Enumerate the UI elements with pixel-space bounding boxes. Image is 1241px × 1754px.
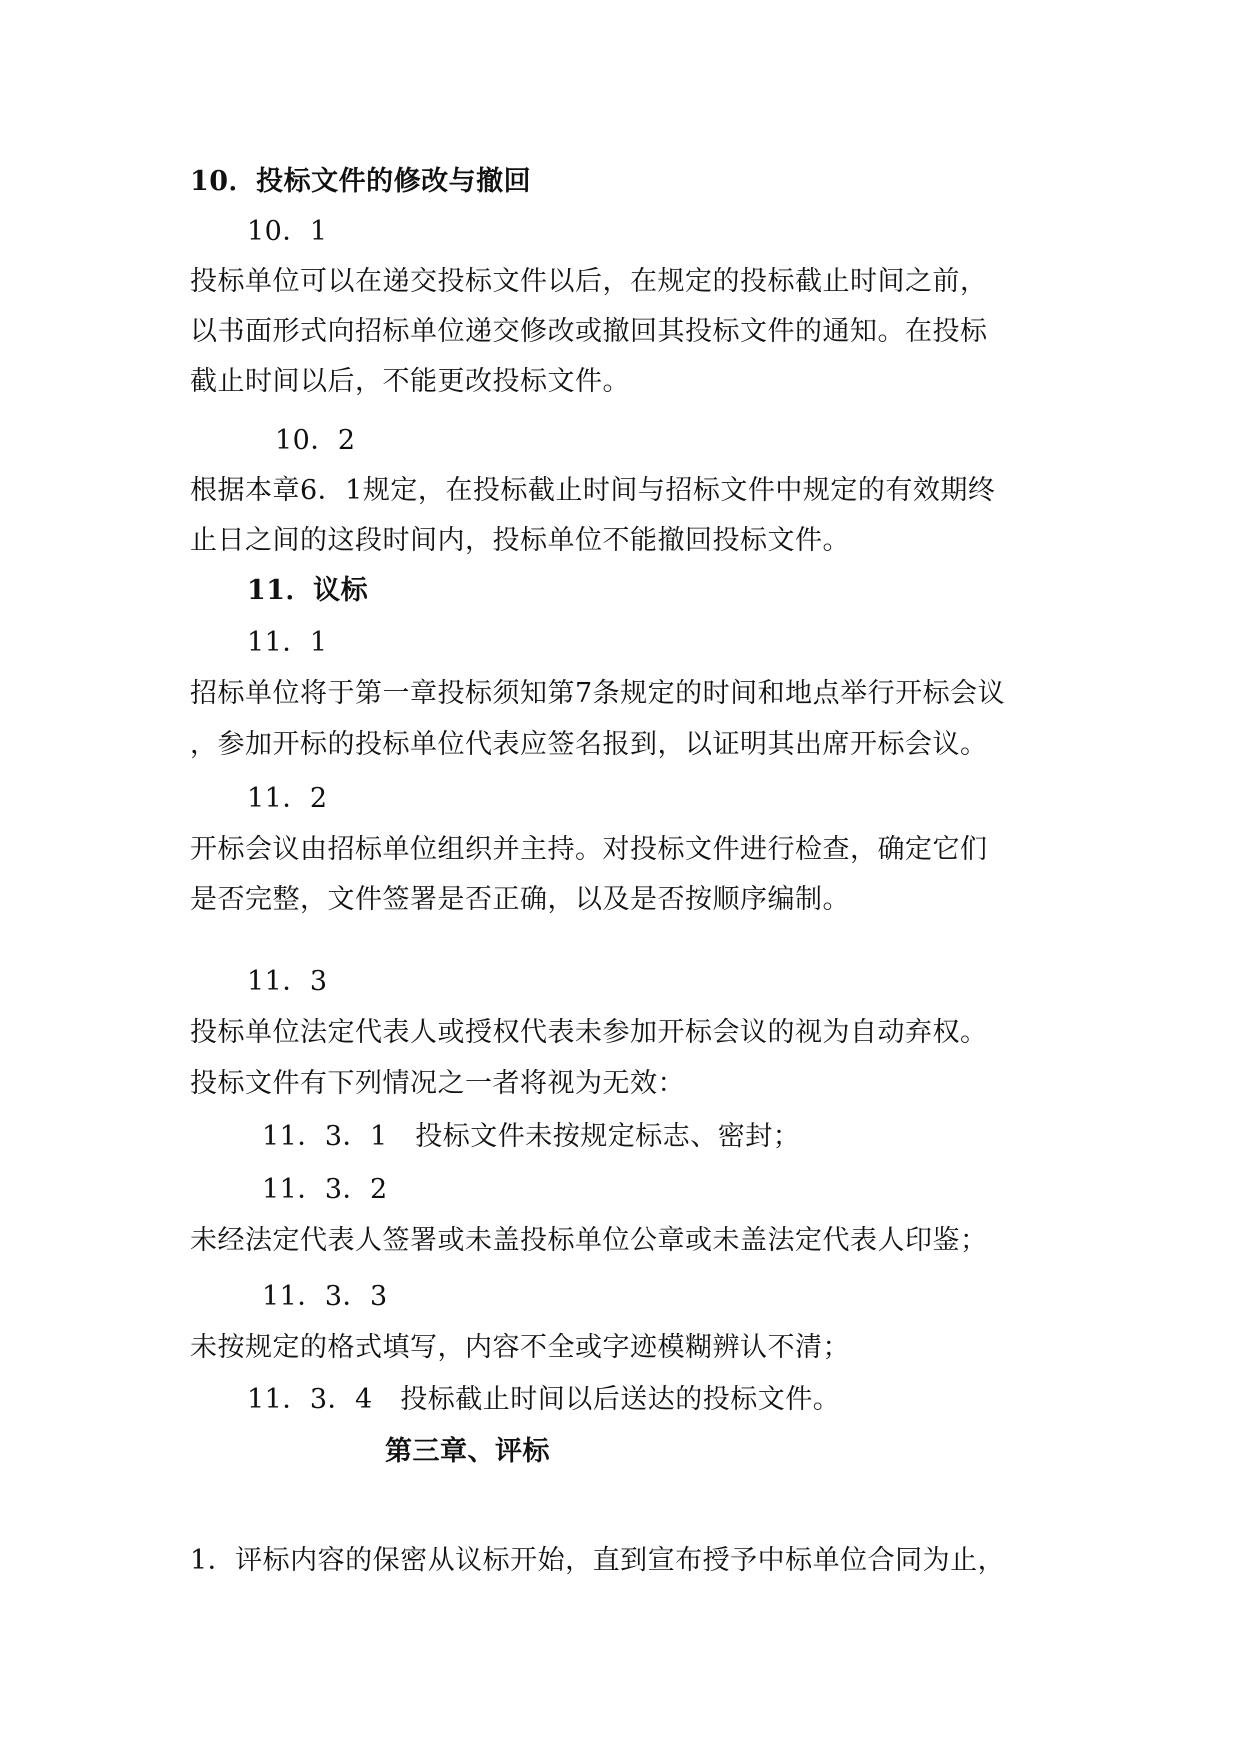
clause-number-11-3-3: 11．3．3 <box>262 1281 388 1312</box>
section-heading-10: 10．投标文件的修改与撤回 <box>190 166 532 197</box>
clause-number-11-2: 11．2 <box>247 783 328 814</box>
clause-number-11-3-2: 11．3．2 <box>262 1174 388 1205</box>
clause-number-10-2: 10．2 <box>275 425 356 456</box>
paragraph-line: 投标单位可以在递交投标文件以后，在规定的投标截止时间之前， <box>190 266 988 297</box>
paragraph-line: 以书面形式向招标单位递交修改或撤回其投标文件的通知。在投标 <box>190 316 988 347</box>
paragraph-line: 投标文件有下列情况之一者将视为无效： <box>190 1068 685 1099</box>
paragraph-line: 投标单位法定代表人或授权代表未参加开标会议的视为自动弃权。 <box>190 1017 988 1048</box>
chapter-heading: 第三章、评标 <box>385 1436 550 1467</box>
clause-11-3-4: 11．3．4 投标截止时间以后送达的投标文件。 <box>247 1384 841 1415</box>
paragraph-line: 招标单位将于第一章投标须知第7条规定的时间和地点举行开标会议 <box>190 678 1006 709</box>
clause-number-11-3: 11．3 <box>247 966 328 997</box>
paragraph-line: 根据本章6．1规定，在投标截止时间与招标文件中规定的有效期终 <box>190 475 996 506</box>
paragraph-line: 1．评标内容的保密从议标开始，直到宣布授予中标单位合同为止， <box>190 1545 1006 1576</box>
section-heading-11: 11．议标 <box>247 575 369 606</box>
clause-number-11-1: 11．1 <box>247 627 328 658</box>
paragraph-line: 止日之间的这段时间内，投标单位不能撤回投标文件。 <box>190 525 850 556</box>
clause-11-3-1: 11．3．1 投标文件未按规定标志、密封； <box>262 1121 801 1152</box>
paragraph-line: 开标会议由招标单位组织并主持。对投标文件进行检查，确定它们 <box>190 834 988 865</box>
paragraph-line: ，参加开标的投标单位代表应签名报到，以证明其出席开标会议。 <box>190 729 988 760</box>
clause-number-10-1: 10．1 <box>247 216 328 247</box>
paragraph-line: 是否完整，文件签署是否正确，以及是否按顺序编制。 <box>190 884 850 915</box>
paragraph-line: 未按规定的格式填写，内容不全或字迹模糊辨认不清； <box>190 1332 850 1363</box>
paragraph-line: 未经法定代表人签署或未盖投标单位公章或未盖法定代表人印鉴； <box>190 1225 988 1256</box>
paragraph-line: 截止时间以后，不能更改投标文件。 <box>190 366 630 397</box>
